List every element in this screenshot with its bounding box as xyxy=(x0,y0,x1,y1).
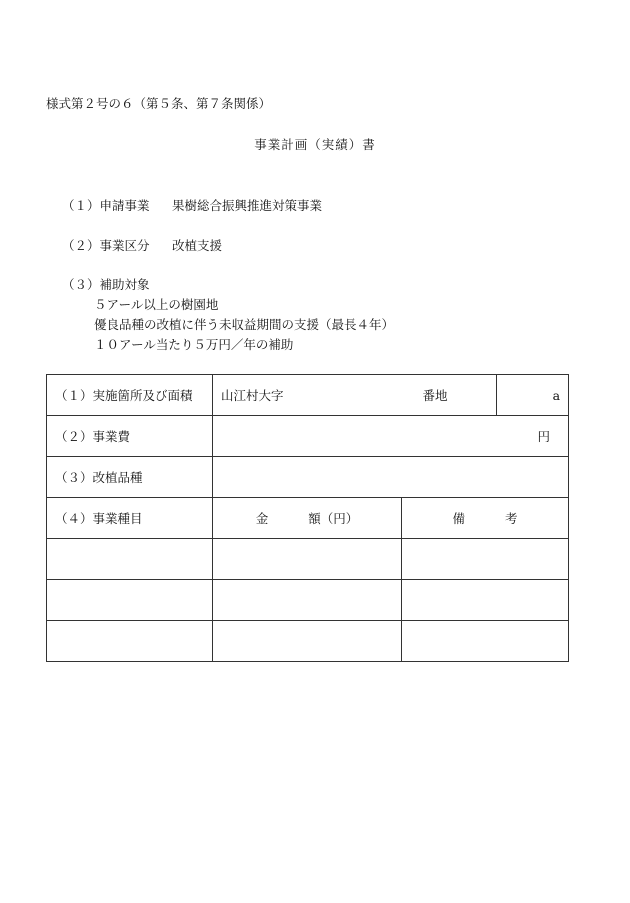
area-field[interactable] xyxy=(497,375,569,416)
amount-header-a: 金 xyxy=(255,511,269,526)
item-label-category: （２）事業区分 xyxy=(62,238,150,253)
subsidy-line: １０アール当たり５万円／年の補助 xyxy=(94,337,294,352)
location-field[interactable] xyxy=(213,375,497,416)
table-row-type-header xyxy=(47,498,569,539)
variety-field[interactable] xyxy=(213,457,569,498)
form-number: 様式第２号の６（第５条、第７条関係） xyxy=(46,96,272,111)
amount-header-b: 額（円） xyxy=(308,511,359,526)
subsidy-line: 優良品種の改植に伴う未収益期間の支援（最長４年） xyxy=(94,317,395,332)
location-place: 山江村大字 xyxy=(221,388,284,403)
remarks-cell[interactable] xyxy=(402,539,569,580)
item-value-application: 果樹総合振興推進対策事業 xyxy=(172,198,323,213)
amount-cell[interactable] xyxy=(213,621,402,662)
amount-header xyxy=(213,498,402,539)
item-value-category: 改植支援 xyxy=(172,238,223,253)
amount-cell[interactable] xyxy=(213,539,402,580)
type-cell[interactable] xyxy=(47,580,213,621)
amount-cell[interactable] xyxy=(213,580,402,621)
table-row xyxy=(47,621,569,662)
remarks-header-b: 考 xyxy=(505,511,518,526)
cost-field[interactable] xyxy=(213,416,569,457)
location-lot: 番地 xyxy=(422,388,448,403)
document-title: 事業計画（実績）書 xyxy=(254,137,376,152)
table-row-location xyxy=(47,375,569,416)
area-unit: a xyxy=(552,387,561,403)
table-row-variety xyxy=(47,457,569,498)
table-row xyxy=(47,539,569,580)
item-label-application: （１）申請事業 xyxy=(62,198,150,213)
cost-unit: 円 xyxy=(537,429,551,444)
table-row xyxy=(47,580,569,621)
remarks-header xyxy=(402,498,569,539)
remarks-cell[interactable] xyxy=(402,621,569,662)
location-label: （１）実施箇所及び面積 xyxy=(47,375,213,416)
plan-table xyxy=(46,374,569,662)
subsidy-target-label: （３）補助対象 xyxy=(62,277,150,292)
type-cell[interactable] xyxy=(47,539,213,580)
table-row-cost xyxy=(47,416,569,457)
cost-label: （２）事業費 xyxy=(47,416,213,457)
variety-label: （３）改植品種 xyxy=(47,457,213,498)
remarks-header-a: 備 xyxy=(452,511,465,526)
type-label: （４）事業種目 xyxy=(47,498,213,539)
remarks-cell[interactable] xyxy=(402,580,569,621)
subsidy-line: ５アール以上の樹園地 xyxy=(94,297,219,312)
type-cell[interactable] xyxy=(47,621,213,662)
